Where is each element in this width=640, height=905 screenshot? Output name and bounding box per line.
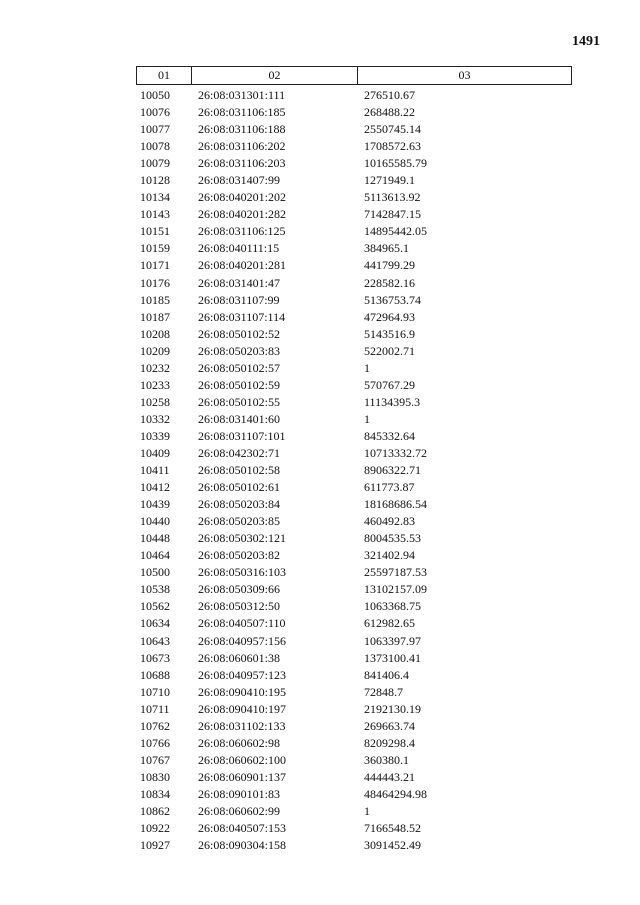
cell-02: 26:08:060601:38 <box>198 650 281 665</box>
cell-02: 26:08:050102:55 <box>198 394 281 409</box>
column-header-03: 03 <box>458 68 471 82</box>
cell-01: 10233 <box>140 377 170 392</box>
cell-02: 26:08:031401:60 <box>198 411 281 426</box>
table-row <box>136 837 572 854</box>
cell-02: 26:08:060602:98 <box>198 735 281 750</box>
cell-01: 10464 <box>140 548 170 563</box>
column-header-01: 01 <box>137 67 192 84</box>
table-row <box>136 411 572 428</box>
table-row <box>136 581 572 598</box>
cell-02: 26:08:031106:188 <box>198 122 286 137</box>
cell-02: 26:08:031107:101 <box>198 428 286 443</box>
cell-01: 10710 <box>140 684 170 699</box>
cell-02: 26:08:050102:52 <box>198 326 281 341</box>
cell-02: 26:08:050203:83 <box>198 343 281 358</box>
cell-02: 26:08:031102:133 <box>198 718 286 733</box>
cell-03: 228582.16 <box>364 275 415 290</box>
cell-03: 522002.71 <box>364 343 415 358</box>
cell-01: 10187 <box>140 309 170 324</box>
cell-02: 26:08:040111:15 <box>198 241 280 256</box>
cell-03: 18168686.54 <box>364 497 427 512</box>
table-row <box>136 155 572 172</box>
cell-01: 10134 <box>140 190 170 205</box>
cell-03: 321402.94 <box>364 548 415 563</box>
table-row <box>136 650 572 667</box>
cell-01: 10830 <box>140 769 170 784</box>
table-row <box>136 343 572 360</box>
cell-01: 10078 <box>140 139 170 154</box>
cell-03: 444443.21 <box>364 769 415 784</box>
cell-02: 26:08:050203:85 <box>198 514 281 529</box>
table-row <box>136 360 572 377</box>
cell-01: 10711 <box>140 701 170 716</box>
cell-02: 26:08:090410:197 <box>198 701 287 716</box>
cell-03: 13102157.09 <box>364 582 427 597</box>
cell-02: 26:08:090304:158 <box>198 838 287 853</box>
cell-03: 472964.93 <box>364 309 415 324</box>
cell-01: 10688 <box>140 667 170 682</box>
cell-03: 5143516.9 <box>364 326 415 341</box>
cell-03: 276510.67 <box>364 88 415 102</box>
cell-02: 26:08:050309:66 <box>198 582 281 597</box>
table-row <box>136 752 572 769</box>
cell-01: 10079 <box>140 156 170 171</box>
cell-01: 10128 <box>140 173 170 188</box>
table-row <box>136 684 572 701</box>
table-row <box>136 428 572 445</box>
table-row <box>136 718 572 735</box>
cell-02: 26:08:042302:71 <box>198 445 281 460</box>
cell-03: 2550745.14 <box>364 122 421 137</box>
table-row <box>136 769 572 786</box>
cell-02: 26:08:040201:281 <box>198 258 287 273</box>
cell-02: 26:08:031106:125 <box>198 224 286 239</box>
table-row <box>136 598 572 615</box>
cell-01: 10766 <box>140 735 170 750</box>
data-table <box>136 66 572 854</box>
cell-01: 10439 <box>140 497 170 512</box>
table-row <box>136 547 572 564</box>
cell-03: 384965.1 <box>364 241 409 256</box>
cell-03: 8004535.53 <box>364 531 421 546</box>
cell-03: 1 <box>364 803 370 818</box>
cell-01: 10448 <box>140 531 170 546</box>
cell-02: 26:08:040507:153 <box>198 821 287 836</box>
cell-01: 10185 <box>140 292 170 307</box>
table-row <box>136 223 572 240</box>
cell-01: 10159 <box>140 241 170 256</box>
cell-02: 26:08:031106:185 <box>198 105 286 120</box>
cell-02: 26:08:060602:99 <box>198 803 281 818</box>
cell-02: 26:08:040201:282 <box>198 207 287 222</box>
cell-01: 10500 <box>140 565 170 580</box>
cell-03: 5113613.92 <box>364 190 421 205</box>
table-row <box>136 257 572 274</box>
cell-03: 5136753.74 <box>364 292 421 307</box>
cell-03: 11134395.3 <box>364 394 421 409</box>
cell-01: 10339 <box>140 428 170 443</box>
table-row <box>136 377 572 394</box>
cell-03: 360380.1 <box>364 752 409 767</box>
cell-03: 10165585.79 <box>364 156 427 171</box>
cell-01: 10922 <box>140 821 170 836</box>
table-body <box>136 87 572 854</box>
table-row <box>136 530 572 547</box>
cell-03: 14895442.05 <box>364 224 427 239</box>
cell-03: 611773.87 <box>364 480 415 495</box>
table-row <box>136 513 572 530</box>
cell-03: 460492.83 <box>364 514 415 529</box>
table-row <box>136 104 572 121</box>
cell-01: 10077 <box>140 122 170 137</box>
cell-03: 7166548.52 <box>364 821 421 836</box>
cell-03: 269663.74 <box>364 718 415 733</box>
cell-01: 10208 <box>140 326 170 341</box>
cell-02: 26:08:040957:156 <box>198 633 287 648</box>
cell-01: 10412 <box>140 480 170 495</box>
table-row <box>136 479 572 496</box>
cell-01: 10232 <box>140 360 170 375</box>
table-row <box>136 633 572 650</box>
table-row <box>136 394 572 411</box>
cell-01: 10171 <box>140 258 170 273</box>
cell-02: 26:08:050316:103 <box>198 565 287 580</box>
cell-02: 26:08:040507:110 <box>198 616 286 631</box>
table-row <box>136 309 572 326</box>
table-row <box>136 138 572 155</box>
cell-01: 10834 <box>140 786 170 801</box>
table-row <box>136 326 572 343</box>
cell-02: 26:08:031401:47 <box>198 275 281 290</box>
table-row <box>136 462 572 479</box>
cell-03: 3091452.49 <box>364 838 421 853</box>
cell-02: 26:08:031107:99 <box>198 292 280 307</box>
cell-03: 72848.7 <box>364 684 403 699</box>
cell-01: 10562 <box>140 599 170 614</box>
cell-03: 1271949.1 <box>364 173 415 188</box>
cell-02: 26:08:031407:99 <box>198 173 281 188</box>
cell-03: 1 <box>364 411 370 426</box>
cell-02: 26:08:031107:114 <box>198 309 286 324</box>
table-row <box>136 667 572 684</box>
cell-03: 25597187.53 <box>364 565 427 580</box>
cell-03: 48464294.98 <box>364 786 427 801</box>
cell-03: 1063397.97 <box>364 633 421 648</box>
table-row <box>136 496 572 513</box>
cell-02: 26:08:031301:111 <box>198 88 286 102</box>
table-row <box>136 87 572 104</box>
table-row <box>136 615 572 632</box>
cell-02: 26:08:050102:57 <box>198 360 281 375</box>
cell-03: 612982.65 <box>364 616 415 631</box>
table-row <box>136 189 572 206</box>
cell-01: 10209 <box>140 343 170 358</box>
table-row <box>136 275 572 292</box>
cell-01: 10143 <box>140 207 170 222</box>
cell-02: 26:08:090410:195 <box>198 684 287 699</box>
cell-01: 10411 <box>140 463 170 478</box>
cell-03: 7142847.15 <box>364 207 421 222</box>
cell-02: 26:08:050203:82 <box>198 548 281 563</box>
table-row <box>136 701 572 718</box>
cell-01: 10332 <box>140 411 170 426</box>
cell-02: 26:08:060602:100 <box>198 752 287 767</box>
table-row <box>136 121 572 138</box>
cell-03: 1063368.75 <box>364 599 421 614</box>
cell-01: 10076 <box>140 105 170 120</box>
column-header-02: 02 <box>192 67 358 84</box>
table-row <box>136 206 572 223</box>
cell-01: 10151 <box>140 224 170 239</box>
cell-03: 10713332.72 <box>364 445 427 460</box>
cell-02: 26:08:050312:50 <box>198 599 281 614</box>
table-row <box>136 564 572 581</box>
cell-01: 10762 <box>140 718 170 733</box>
cell-02: 26:08:031106:202 <box>198 139 286 154</box>
cell-01: 10050 <box>140 88 170 102</box>
cell-02: 26:08:050302:121 <box>198 531 287 546</box>
cell-03: 841406.4 <box>364 667 409 682</box>
cell-01: 10409 <box>140 445 170 460</box>
cell-01: 10634 <box>140 616 170 631</box>
cell-01: 10767 <box>140 752 170 767</box>
table-header-row <box>136 66 572 85</box>
cell-03: 1708572.63 <box>364 139 421 154</box>
cell-01: 10862 <box>140 803 170 818</box>
table-row <box>136 445 572 462</box>
cell-01: 10643 <box>140 633 170 648</box>
cell-03: 2192130.19 <box>364 701 421 716</box>
cell-03: 8906322.71 <box>364 463 421 478</box>
table-row <box>136 820 572 837</box>
cell-03: 441799.29 <box>364 258 415 273</box>
cell-03: 1 <box>364 360 370 375</box>
cell-01: 10258 <box>140 394 170 409</box>
table-row <box>136 786 572 803</box>
cell-03: 1373100.41 <box>364 650 421 665</box>
cell-02: 26:08:050102:61 <box>198 480 281 495</box>
cell-01: 10538 <box>140 582 170 597</box>
cell-03: 268488.22 <box>364 105 415 120</box>
cell-01: 10440 <box>140 514 170 529</box>
table-row <box>136 735 572 752</box>
cell-03: 845332.64 <box>364 428 415 443</box>
cell-02: 26:08:060901:137 <box>198 769 287 784</box>
cell-03: 570767.29 <box>364 377 415 392</box>
table-row <box>136 292 572 309</box>
cell-01: 10673 <box>140 650 170 665</box>
cell-02: 26:08:050102:58 <box>198 463 281 478</box>
cell-02: 26:08:050102:59 <box>198 377 281 392</box>
cell-02: 26:08:090101:83 <box>198 786 281 801</box>
cell-02: 26:08:040201:202 <box>198 190 287 205</box>
table-row <box>136 240 572 257</box>
cell-01: 10927 <box>140 838 170 853</box>
cell-01: 10176 <box>140 275 170 290</box>
cell-02: 26:08:031106:203 <box>198 156 286 171</box>
cell-03: 8209298.4 <box>364 735 415 750</box>
page-number: 1491 <box>572 34 600 49</box>
table-row <box>136 172 572 189</box>
cell-02: 26:08:050203:84 <box>198 497 281 512</box>
table-row <box>136 803 572 820</box>
cell-02: 26:08:040957:123 <box>198 667 287 682</box>
